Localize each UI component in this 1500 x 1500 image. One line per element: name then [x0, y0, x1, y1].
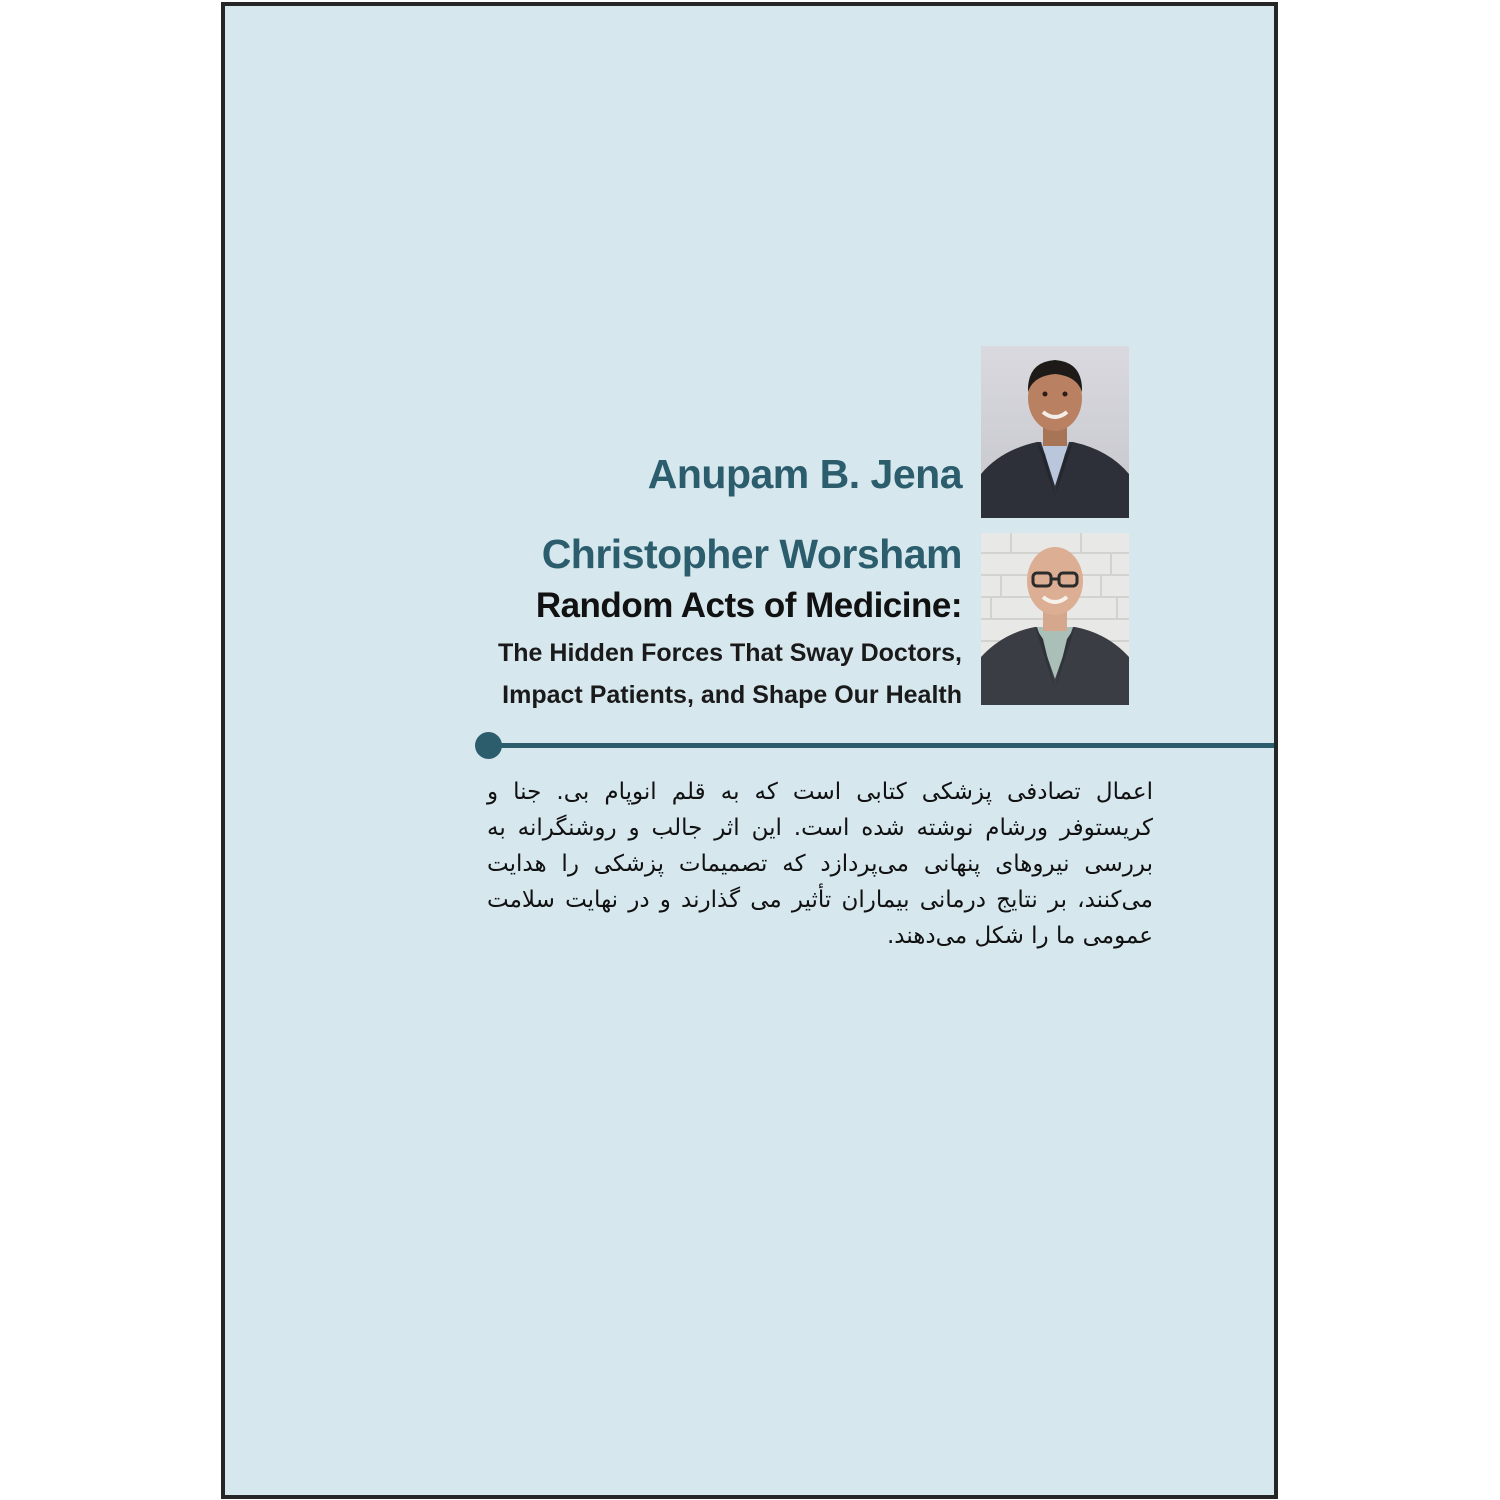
- book-subtitle-line-1: The Hidden Forces That Sway Doctors,: [498, 639, 962, 667]
- book-description: اعمال تصادفی پزشکی کتابی است که به قلم انوپام بی. جنا و کریستوفر ورشام نوشته شده است. این اثر جالب و روشنگرانه به بررسی نیروهای پنهانی می‌پردازد که تصمیمات پزشکی را هدایت می‌کنند، بر نتایج درمانی بیماران تأثیر می گذارند و در نهایت سلامت عمومی ما را شکل می‌دهند.: [487, 779, 1153, 949]
- author-photo-second: [981, 533, 1129, 705]
- divider-line: [491, 743, 1278, 748]
- author-name-first: Anupam B. Jena: [647, 451, 962, 497]
- book-back-cover: [221, 2, 1278, 1499]
- book-subtitle-line-2: Impact Patients, and Shape Our Health: [502, 681, 962, 709]
- book-title: Random Acts of Medicine:: [535, 586, 962, 625]
- author-photo-first: [981, 346, 1129, 518]
- author-name-second: Christopher Worsham: [541, 531, 962, 577]
